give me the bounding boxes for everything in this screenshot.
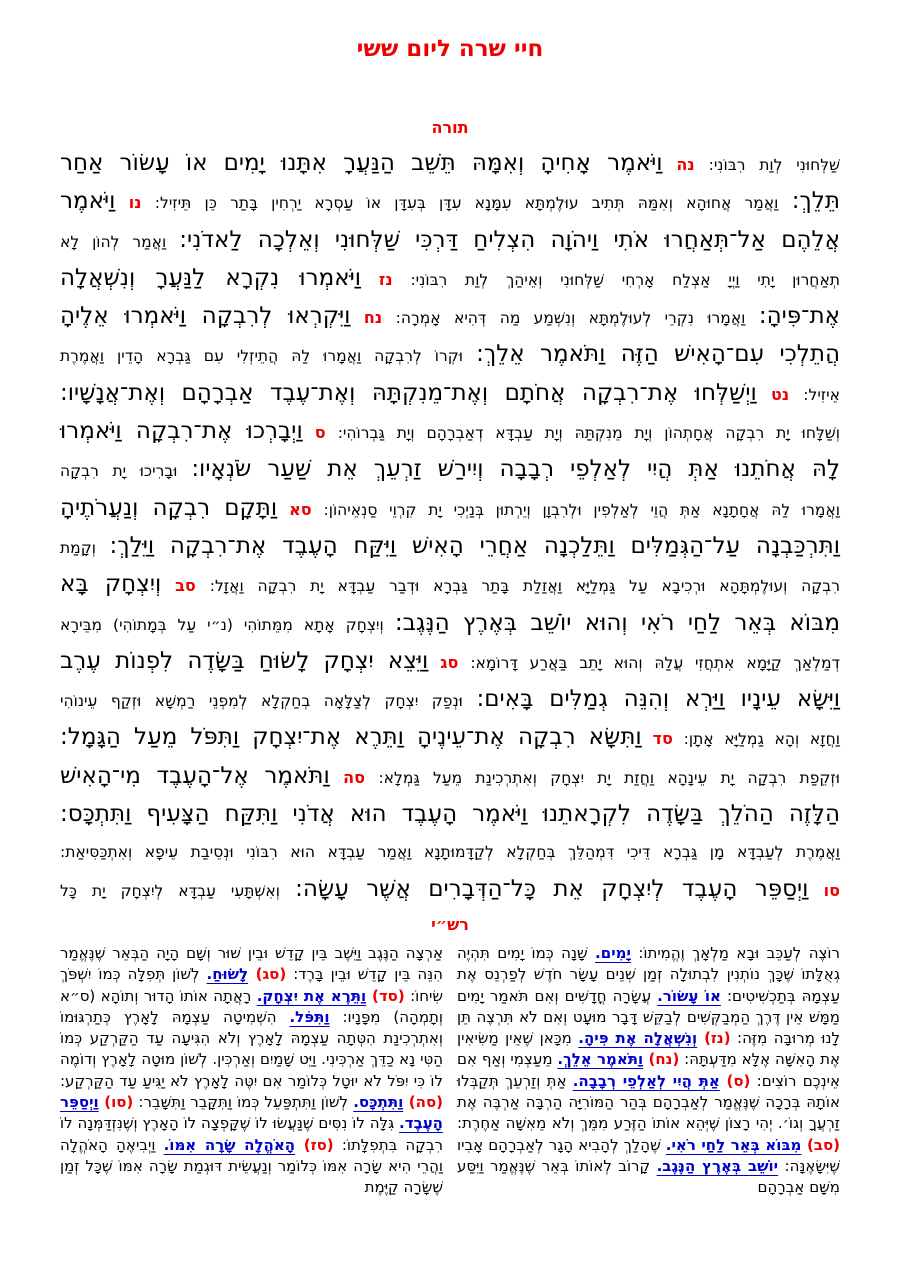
verse-text: וַיְשַׁלְּחוּ אֶת־רִבְקָה אֲחֹתָם וְאֶת־מֵנִקְתָּהּ וְאֶת־עֶבֶד אַבְרָהָם וְאֶת־אֲנָשָׁיו: [60, 379, 757, 406]
text-line [60, 298, 840, 336]
rashi-verse-ref: (סו) [98, 1093, 134, 1112]
verse-number: סו [823, 880, 840, 900]
targum-text: וְקָמַת [60, 538, 96, 557]
verse-number: סא [289, 499, 312, 519]
rashi-text: אַתְּ וְזַרְעֵךְ תְּקַבְּלוּ אוֹתָהּ בְּרָכָה שֶׁנֶּאֱמַר לְאַבְרָהָם בְּהַר הַמּוֹרִיָּה הַרְבָּה אַרְבֶּה אֶת זַרְעֲךָ וְגוֹ׳. יְהִי רָצוֹן שֶׁיְּהֵא אוֹתוֹ הַזֶּרַע מִמֵּךְ וְלֹא מֵאִשָּׁה אַחֶרֶת: [457, 1071, 840, 1133]
rashi-lemma: וַתִּתְכָּס. [353, 1093, 404, 1112]
verse-text: לָהּ אֲחֹתֵנוּ אַתְּ הֲיִי לְאַלְפֵי רְבָבָה וְיִירַשׁ זַרְעֵךְ אֵת שַׁעַר שֹׂנְאָיו: [191, 456, 840, 483]
targum-text: וַאֲמַר לְהוֹן לָא [60, 232, 167, 251]
targum-text: וַאֲמָרוּ לַהּ אֲחָתָנָא אַתְּ הֲוֵי לְאַלְפִין וּלְרִבְוָן וְיֵרְתוּן בְּנַיְכִי יָת קִרְוֵי סַנְאֵיהוֹן: [323, 500, 840, 519]
text-line [60, 336, 840, 374]
rashi-lemma: וַתֹּאמֶר אֵלֵךְ. [557, 1050, 644, 1069]
rashi-verse-ref: (סג) [248, 965, 287, 984]
verse-text: אֶת־פִּיהָ: [758, 303, 840, 330]
rashi-text: מִכָּאן שֶׁאֵין מַשִּׂיאִין אֶת הָאִשָּׁה אֶלָּא מִדַּעְתָּהּ: [457, 1029, 841, 1069]
rashi-verse-ref: (סד) [366, 986, 405, 1005]
text-line [60, 758, 840, 796]
targum-text: וַאֲמֶרֶת לְעַבְדָּא מָן גַּבְרָא דֵּיכִי דִּמְהַלֵּךְ בְּחַקְלָא לְקַדָּמוּתָנָא וַאֲמַר עַבְדָּא הוּא רִבּוֹנִי וּנְסֵיבַת עֵיפָא וְאִתְכַּסִּיאַת: [60, 843, 840, 862]
verse-text: וַתָּקָם רִבְקָה וְנַעֲרֹתֶיהָ [60, 494, 278, 521]
rashi-lemma: וַיְסַפֵּר הָעֶבֶד. [60, 1093, 443, 1133]
rashi-column-left [60, 943, 443, 1199]
verse-text: אֲלֵהֶם אַל־תְּאַחֲרוּ אֹתִי וַיהֹוָה הִצְלִיחַ דַּרְכִּי שַׁלְּחוּנִי וְאֵלְכָה לַאדֹנִי: [179, 226, 840, 253]
rashi-text: לְשׁוֹן וַתִּתְפַּעֵל כְּמוֹ וַתִּקָּבֵר וַתִּשָּׁבֵר: [133, 1093, 354, 1112]
rashi-text: מֵעַצְמִי וְאַף אִם אֵינְכֶם רוֹצִים: [457, 1050, 840, 1090]
verse-text: מִבּוֹא בְּאֵר לַחַי רֹאִי וְהוּא יוֹשֵׁב בְּאֶרֶץ הַנֶּגֶב: [394, 609, 840, 636]
verse-text: וַיֹּאמֶר אָחִיהָ וְאִמָּהּ תֵּשֵׁב הַנַּעֲרָ אִתָּנוּ יָמִים אוֹ עָשׂוֹר אַחַר [60, 150, 663, 176]
rashi-text: שֶׁהָלַךְ לְהָבִיא הָגָר לְאַבְרָהָם אָבִיו שֶׁיִּשָּׂאֶנָּה: [457, 1135, 841, 1175]
targum-text: וּקְרוֹ לְרִבְקָה וַאֲמָרוּ לַהּ הֲתֵיזְלִי עִם גַּבְרָא הָדֵין וַאֲמֶרֶת [60, 347, 463, 366]
targum-text: וְיִצְחָק אָתָא מִמֵּתוֹהִי (נ״י עַל בְּמָתוֹהִי) מִבֵּירָא [60, 615, 384, 634]
text-line [60, 222, 840, 260]
torah-text-block [60, 145, 840, 909]
rashi-text: וַיְבִיאֶהָ הָאֹהֱלָה וַהֲרֵי הִיא שָׂרָה אִמּוֹ כְּלוֹמַר וְנַעֲשֵׂית דּוּגְמַת שָׂרָה אִמּוֹ שֶׁכָּל זְמַן שֶׁשָּׂרָה קַיֶּמֶת [60, 1135, 443, 1197]
rashi-verse-ref: (סה) [403, 1093, 444, 1112]
verse-number: סה [343, 767, 366, 787]
text-line [60, 375, 840, 413]
verse-number: סג [440, 652, 459, 672]
verse-text: הַלָּזֶה הַהֹלֵךְ בַּשָּׂדֶה לִקְרָאתֵנוּ וַיֹּאמֶר הָעֶבֶד הוּא אֲדֹנִי וַתִּקַּח הַצָּעִיף וַתִּתְכָּס: [60, 801, 840, 828]
rashi-lemma: יוֹשֵׁב בְּאֶרֶץ הַנֶּגֶב. [656, 1156, 779, 1175]
verse-text: וַיְבָרְכוּ אֶת־רִבְקָה וַיֹּאמְרוּ [60, 418, 303, 445]
rashi-verse-ref: (סז) [295, 1135, 334, 1154]
rashi-column-right [457, 943, 840, 1199]
rashi-text: עֲשָׂרָה חֳדָשִׁים וְאִם תֹּאמַר יָמִים מַמָּשׁ אֵין דֶּרֶךְ הַמְבַקְּשִׁים לְבַקֵּשׁ דָּבָר מוּעָט וְאִם לֹא תִּרְצֶה תֵּן לָנוּ מְרוּבָּה מִזֶּה: [457, 986, 840, 1048]
text-line [60, 528, 840, 566]
targum-text: וַחֲזָא וְהָא גַמְלַיָּא אָתָן: [683, 730, 840, 749]
targum-text: וּבָרִיכוּ יָת רִבְקָה [60, 462, 178, 481]
verse-text: וַיְסַפֵּר הָעֶבֶד לְיִצְחָק אֵת כָּל־הַדְּבָרִים אֲשֶׁר עָשָׂה: [295, 875, 809, 902]
rashi-text: שָׁנָה כְּמוֹ יָמִים תִּהְיֶה גְאֻלָּתוֹ שֶׁכָּךְ נוֹתְנִין לִבְתוּלָה זְמַן שְׁנֵים עָשָׂר חֹדֶשׁ לְפַרְנֵס אֶת עַצְמָהּ בְּתַכְשִׁיטִים: [457, 943, 840, 1005]
targum-text: וְאִשְׁתָּעִי עַבְדָּא לְיִצְחָק יָת כָּל [60, 881, 280, 900]
targum-text: וַאֲמַר אֲחוּהָא וְאִמַּהּ תְּתִיב עוּלֶמְתָּא עִמָּנָא עִדָּן בְּעִדָּן אוֹ עַסְרָא יַרְחִין בָּתַר כֵּן תֵּיזִיל: [154, 194, 779, 213]
verse-number: ס [314, 423, 326, 443]
rashi-columns [60, 943, 840, 1199]
text-line [60, 796, 840, 834]
page-title: חיי שרה ליום ששי [356, 36, 544, 62]
verse-text: וַיֹּאמְרוּ נִקְרָא לַנַּעֲרָ וְנִשְׁאֲלָה [60, 264, 362, 291]
verse-text: וַיֹּאמֶר [60, 188, 116, 215]
verse-number: נט [770, 384, 790, 404]
verse-text: וַתִּרְכַּבְנָה עַל־הַגְּמַלִּים וַתֵּלַכְנָה אַחֲרֵי הָאִישׁ וַיִּקַּח הָעֶבֶד אֶת־רִבְקָה וַיֵּלַךְ: [109, 532, 840, 559]
text-line [60, 681, 840, 719]
verse-text: וַיִּקְרְאוּ לְרִבְקָה וַיֹּאמְרוּ אֵלֶיהָ [60, 303, 351, 330]
verse-number: סד [652, 729, 673, 749]
text-line [60, 490, 840, 528]
verse-number: נה [676, 155, 695, 174]
verse-number: נז [378, 269, 393, 289]
torah-section-header: תורה [431, 118, 469, 137]
verse-text: תֵּלֵךְ: [791, 188, 840, 215]
targum-text: רִבְקָה וְעוּלֶמְתָּהָא וּרְכִיבָא עַל גַּמְלַיָּא וַאֲזַלַת בָּתַר גַּבְרָא וּדְבַר עַבְדָּא יָת רִבְקָה וַאֲזָל: [209, 577, 840, 596]
rashi-lemma: מִבּוֹא בְּאֵר לַחַי רֹאִי. [665, 1135, 802, 1154]
targum-text: וּזְקֵפַת רִבְקָה יָת עֵינָהָא וַחֲזַת יָת יִצְחָק וְאִתְרְכִינַת מֵעַל גַּמְלָא: [378, 768, 840, 787]
text-line [60, 566, 840, 604]
rashi-lemma: וְנִשְׁאֲלָה אֶת פִּיהָ. [578, 1029, 698, 1048]
verse-text: הֲתֵלְכִי עִם־הָאִישׁ הַזֶּה וַתֹּאמֶר אֵלֵךְ: [476, 341, 840, 368]
targum-text: אֵיזִיל: [803, 385, 840, 404]
verse-number: נח [363, 308, 383, 328]
targum-text: וּנְפַק יִצְחָק לְצַלָּאָה בְחַקְלָא לְמִפְנֵי רַמְשָׁא וּזְקַף עֵינוֹהִי [60, 692, 463, 711]
verse-text: וְיִצְחָק בָּא [60, 571, 162, 598]
rashi-lemma: הָאֹהֱלָה שָׂרָה אִמּוֹ. [163, 1135, 296, 1154]
verse-number: סב [175, 576, 196, 596]
targum-text: וַאֲמָרוּ נִקְרֵי לְעוּלֶמְתָּא וְנִשְׁמַע מַה דְּהִיא אָמְרָה: [395, 309, 746, 328]
rashi-verse-ref: (ס) [719, 1071, 751, 1090]
rashi-text: גִּלָּה לוֹ נִסִּים שֶׁנַּעֲשׂוּ לוֹ שֶׁקָּפְצָה לוֹ הָאָרֶץ וְשֶׁנִּזְדַּמְּנָה לוֹ רִבְקָה בִּתְפִלָּתוֹ: [60, 1114, 443, 1154]
rashi-text: הִשְׁמִיטָה עַצְמָהּ לָאָרֶץ כְּתַרְגּוּמוֹ וְאִתְרְכִינַת הִטְּתָה עַצְמָהּ לָאָרֶץ וְלֹא הִגִּיעָה עַד הַקַּרְקַע כְּמוֹ הַטִּי נָא כַדֵּךְ אַרְכִּינִי. וַיֵּט שָׁמַיִם וְאַרְכִּין. לְשׁוֹן מוּטָה לָאָרֶץ וְדוֹמֶה לוֹ כִּי יִפֹּל לֹא יוּטָל כְּלוֹמַר אִם יִטֶּה לָאָרֶץ לֹא יַגִּיעַ עַד הַקַּרְקַע: [60, 1007, 443, 1090]
text-line [60, 413, 840, 451]
verse-number: נו [128, 193, 142, 213]
targum-text: שַׁלְּחוּנִי לְוַת רִבּוֹנִי: [708, 156, 841, 174]
text-line [60, 183, 840, 221]
verse-text: וַיֵּצֵא יִצְחָק לָשׂוּחַ בַּשָּׂדֶה לִפְנוֹת עֶרֶב [60, 647, 429, 674]
targum-text: דְמַלְאַךְ קַיָּמָא אִתְחֲזִי עֲלַהּ וְהוּא יָתֵב בַּאֲרַע דָּרוֹמָא: [470, 653, 840, 672]
rashi-lemma: אוֹ עָשׂוֹר. [657, 986, 721, 1005]
rashi-lemma: וַתֵּרֶא אֶת יִצְחָק. [256, 986, 367, 1005]
text-line [60, 643, 840, 681]
text-line [60, 260, 840, 298]
targum-text: תְאַחֲרוּן יָתִי וַיְיָ אַצְלַח אָרְחִי שַׁלְּחוּנִי וְאֵיהַךְ לְוַת רִבּוֹנִי: [410, 270, 840, 289]
rashi-text: רָאֲתָה אוֹתוֹ הָדוּר וְתוֹהָא (ס״א וְתָמְהָה) מִפָּנָיו: [60, 986, 443, 1026]
rashi-text: לְשׁוֹן תְּפִלָּה כְּמוֹ יִשְׁפֹּךְ שִׂיחוֹ: [60, 965, 443, 1005]
rashi-lemma: אַתְּ הֲיִי לְאַלְפֵי רְבָבָה. [572, 1071, 720, 1090]
text-line [60, 605, 840, 643]
rashi-verse-ref: (נז) [697, 1029, 731, 1048]
text-line [60, 451, 840, 489]
rashi-verse-ref: (סב) [801, 1135, 841, 1154]
rashi-text: קָרוֹב לְאוֹתוֹ בְּאֵר שֶׁנֶּאֱמַר וַיִּסַּע מִשָּׁם אַבְרָהָם [457, 1156, 840, 1197]
rashi-lemma: יָמִים. [595, 943, 631, 962]
rashi-text: רוֹצֶה לְעַכֵּב וּבָא מַלְאָךְ וֶהֱמִיתוֹ: [630, 943, 840, 962]
rashi-verse-ref: (נח) [643, 1050, 680, 1069]
text-line [60, 834, 840, 870]
rashi-lemma: לָשׂוּחַ. [206, 965, 249, 984]
text-line [60, 719, 840, 757]
text-line [60, 145, 840, 183]
verse-text: וַיִּשָּׂא עֵינָיו וַיַּרְא וְהִנֵּה גְמַלִּים בָּאִים: [476, 686, 840, 713]
rashi-section-header: רש״י [431, 914, 469, 934]
rashi-text: אַרְצָה הַנֶּגֶב וַיֵּשֶׁב בֵּין קָדֵשׁ וּבֵין שׁוּר וְשָׁם הָיָה הַבְּאֵר שֶׁנֶּאֱמַר הִנֵּה בֵּין קָדֵשׁ וּבֵין בָּרֶד: [60, 943, 443, 984]
verse-text: וַתִּשָּׂא רִבְקָה אֶת־עֵינֶיהָ וַתֵּרֶא אֶת־יִצְחָק וַתִּפֹּל מֵעַל הַגָּמָל: [60, 724, 642, 751]
verse-text: וַתֹּאמֶר אֶל־הָעֶבֶד מִי־הָאִישׁ [60, 762, 330, 789]
targum-text: וְשַׁלָּחוּ יָת רִבְקָה אֲחָתְהוֹן וְיָת מֵנִקְתַּהּ וְיָת עַבְדָּא דְאַבְרָהָם וְיָת גַּבְרוֹהִי: [337, 424, 840, 443]
text-line [60, 871, 840, 909]
rashi-lemma: וַתִּפֹּל. [289, 1007, 330, 1026]
